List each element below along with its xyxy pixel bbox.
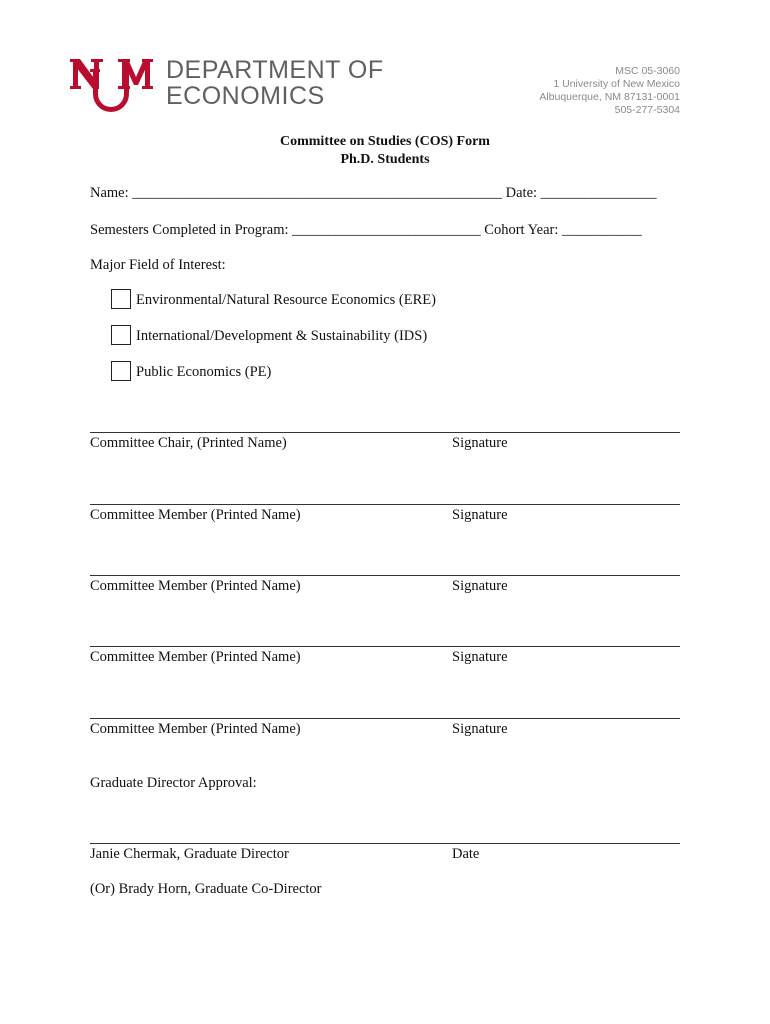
committee-member-label: Committee Member (Printed Name) [90,507,301,523]
committee-member-label: Committee Member (Printed Name) [90,578,301,594]
committee-chair-label: Committee Chair, (Printed Name) [90,435,287,451]
form-subtitle: Ph.D. Students [340,152,430,167]
director-label: Janie Chermak, Graduate Director [90,846,289,862]
director-signature-line[interactable] [90,843,680,844]
checkbox-ids[interactable] [111,325,131,345]
address-line: 505-277-5304 [614,104,680,116]
form-title: Committee on Studies (COS) Form [280,134,490,149]
address-line: 1 University of New Mexico [553,78,680,90]
checkbox-ere[interactable] [111,289,131,309]
approval-label: Graduate Director Approval: [90,775,257,791]
address-line: MSC 05-3060 [615,65,680,77]
checkbox-pe[interactable] [111,361,131,381]
semesters-cohort-line[interactable]: Semesters Completed in Program: __________________________ Cohort Year: ___________ [90,222,642,238]
field-label-ids: International/Development & Sustainability (IDS) [136,328,428,344]
signature-label: Signature [452,507,508,523]
dept-line-1: DEPARTMENT OF [166,56,384,84]
unm-logo [68,55,154,113]
name-date-line[interactable]: Name: ___________________________________________________ Date: ________________ [90,185,657,201]
address-block [539,65,680,117]
committee-member-label: Committee Member (Printed Name) [90,649,301,665]
signature-line[interactable] [90,718,680,719]
form-title-block [0,133,770,169]
signature-line[interactable] [90,504,680,505]
address-line: Albuquerque, NM 87131-0001 [539,91,680,103]
major-field-label: Major Field of Interest: [90,257,226,273]
signature-line[interactable] [90,646,680,647]
department-name [166,57,384,109]
signature-label: Signature [452,435,508,451]
signature-line[interactable] [90,575,680,576]
field-label-pe: Public Economics (PE) [136,364,272,380]
signature-line[interactable] [90,432,680,433]
field-label-ere: Environmental/Natural Resource Economics (ERE) [136,292,436,308]
signature-label: Signature [452,721,508,737]
committee-member-label: Committee Member (Printed Name) [90,721,301,737]
dept-line-2: ECONOMICS [166,82,325,110]
codirector-label: (Or) Brady Horn, Graduate Co-Director [90,881,322,897]
date-label: Date [452,846,480,862]
signature-label: Signature [452,649,508,665]
signature-label: Signature [452,578,508,594]
